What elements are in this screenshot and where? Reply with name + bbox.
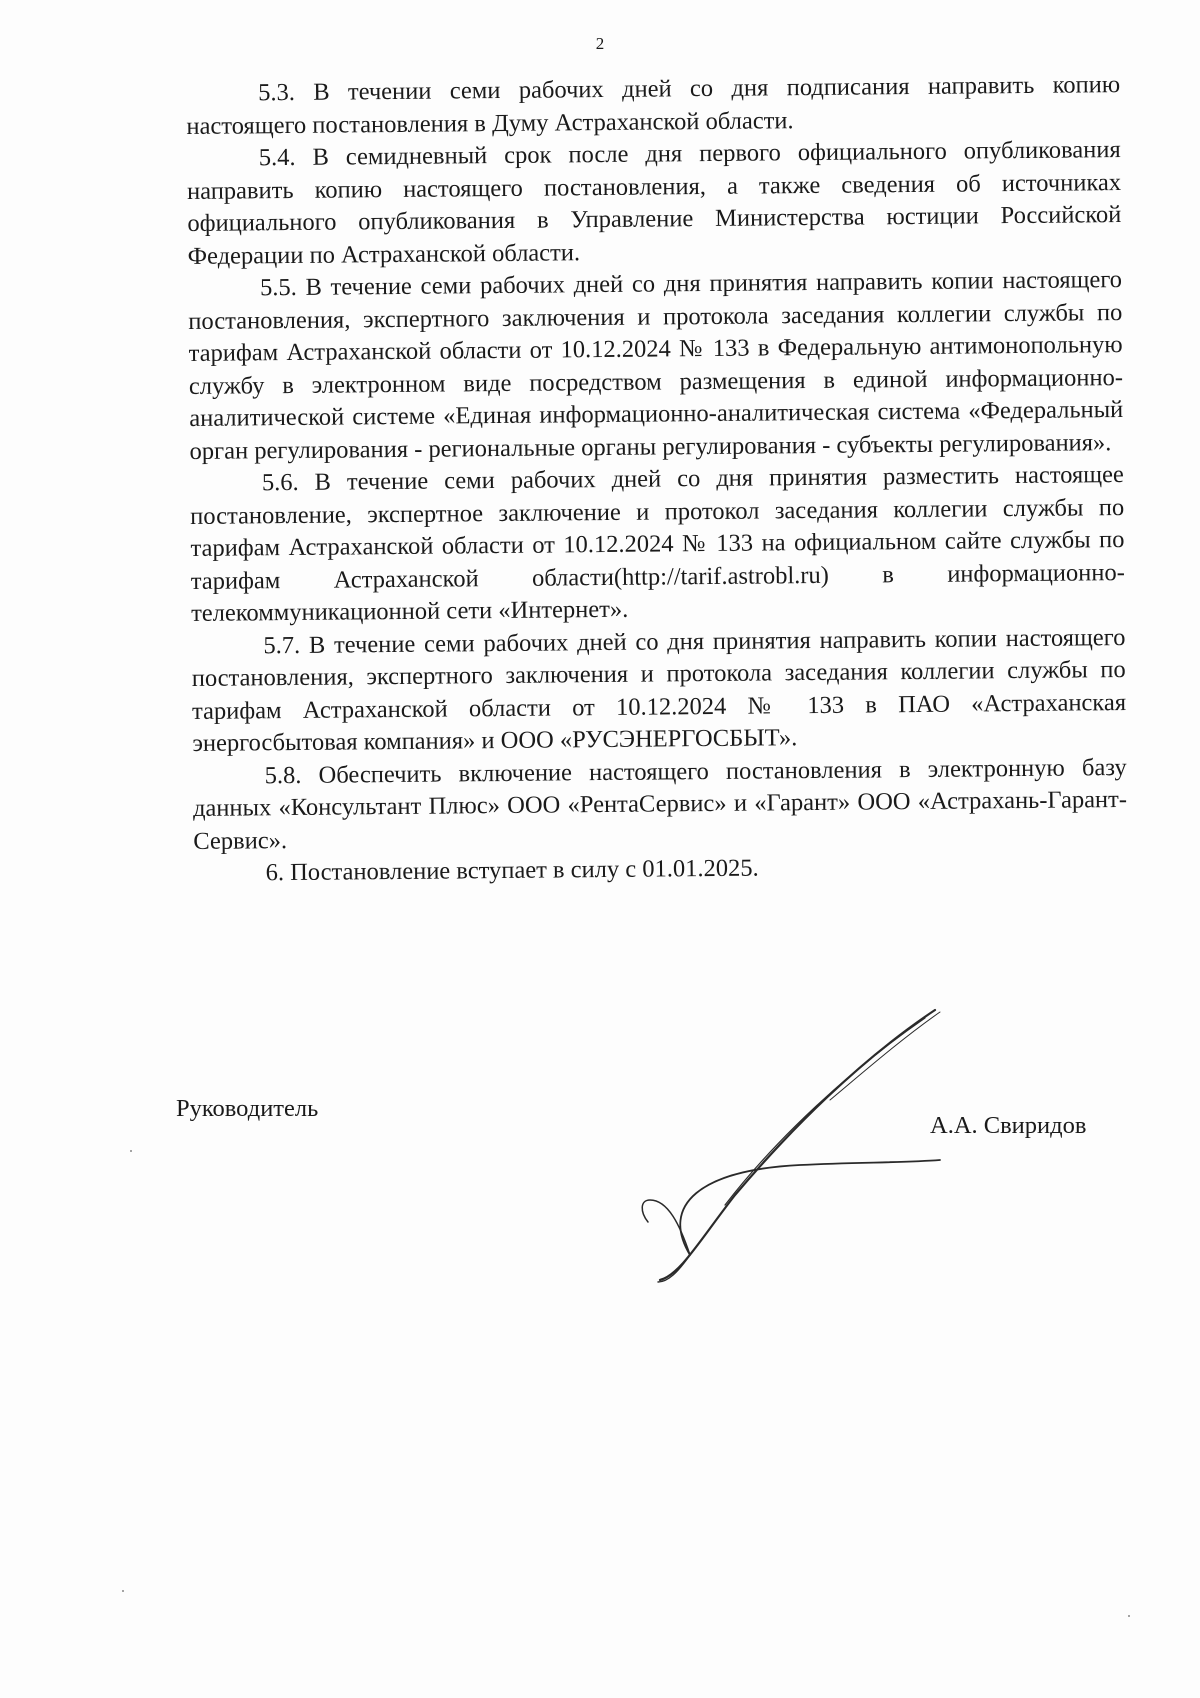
paragraph-5-4: 5.4. В семидневный срок после дня первого официального опубликования направить копию настоящего постановления, а также сведения об источниках официального опубликования в Управление Министерства юстиции Российской Федерации по Астраханской области. [186,136,1122,270]
signer-name: А.А. Свиридов [930,1112,1087,1139]
paragraph-5-3: 5.3. В течении семи рабочих дней со дня подписания направить копию настоящего постановления в Думу Астраханской области. [186,71,1121,140]
paragraph-6: 6. Постановление вступает в силу с 01.01.2025. [265,854,759,887]
paragraph-5-7: 5.7. В течение семи рабочих дней со дня принятия направить копии настоящего постановления, экспертного заключения и протокола заседания коллегии службы по тарифам Астраханской области от 10.12.2024 № 133 в ПАО «Астраханская энергосбытовая компания» и ООО «РУСЭНЕРГОСБЫТ». [191,623,1127,757]
paragraph-5-5: 5.5. В течение семи рабочих дней со дня принятия направить копии настоящего постановления, экспертного заключения и протокола заседания коллегии службы по тарифам Астраханской области от 10.12.2024 № 133 в Федеральную антимонопольную службу в электронном виде посредством размещения в единой информационно-аналитической системе «Единая информационно-аналитическая система «Федеральный орган регулирования - региональные органы регулирования - субъекты регулирования». [188,266,1124,465]
paragraph-5-8: 5.8. Обеспечить включение настоящего постановления в электронную базу данных «Консультант Плюс» ООО «РентаСервис» и «Гарант» ООО «Астрахань-Гарант-Сервис». [192,753,1128,855]
scan-speck [130,1150,132,1152]
paragraph-5-6: 5.6. В течение семи рабочих дней со дня принятия разместить настоящее постановление, экспертное заключение и протокол заседания коллегии службы по тарифам Астраханской области от 10.12.2024 № 133 на официальном сайте службы по тарифам Астраханской области(http://tarif.astrobl.ru) в информационно-телекоммуникационной сети «Интернет». [190,461,1125,627]
scan-speck [122,1590,124,1592]
page-number: 2 [595,34,605,53]
signer-position: Руководитель [176,1095,319,1122]
document-body [186,69,1128,890]
scan-speck [1128,1615,1130,1617]
